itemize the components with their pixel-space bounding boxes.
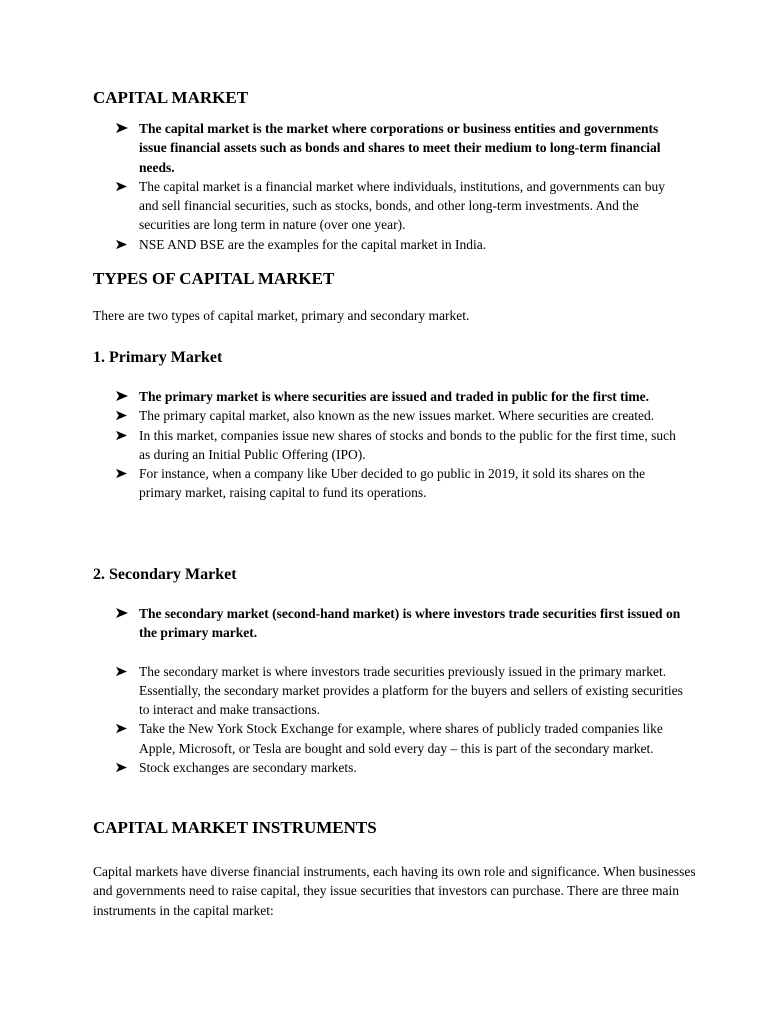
list-item-text: The primary market is where securities are issued and traded in public for the first time. [139, 389, 649, 404]
list-item-text: The primary capital market, also known as the new issues market. Where securities are created. [139, 408, 655, 424]
list-item [115, 464, 685, 503]
list-item [115, 177, 685, 235]
section-heading-secondary-market: 2. Secondary Market [93, 566, 237, 583]
arrow-bullet-icon [115, 122, 129, 134]
list-item-text: NSE AND BSE are the examples for the capital market in India. [139, 236, 487, 252]
instruments-intro-paragraph: Capital markets have diverse financial instruments, each having its own role and significance. When businesses and governments need to raise capital, they issue securities that investors can purchase. There are three main instruments in the capital market: [93, 864, 696, 918]
list-item-text: For instance, when a company like Uber decided to go public in 2019, it sold its shares on the primary market, raising capital to fund its operations. [139, 466, 646, 501]
list-item [115, 662, 685, 720]
arrow-bullet-icon [115, 239, 128, 250]
section-heading-types: TYPES OF CAPITAL MARKET [93, 269, 335, 288]
types-intro-paragraph: There are two types of capital market, primary and secondary market. [93, 308, 470, 323]
arrow-bullet-icon [115, 666, 128, 677]
arrow-bullet-icon [115, 430, 128, 441]
arrow-bullet-icon [115, 390, 129, 402]
arrow-bullet-icon [115, 723, 128, 734]
list-item-text: The secondary market is where investors trade securities previously issued in the primary market. Essentially, the secondary market provides a platform for the buyers and sellers of existing securities to interact and make transactions. [139, 663, 683, 718]
section-heading-primary-market: 1. Primary Market [93, 349, 223, 366]
section-heading-capital-market: CAPITAL MARKET [93, 88, 249, 107]
list-item-text: The capital market is the market where corporations or business entities and governments issue financial assets such as bonds and shares to meet their medium to long-term financial needs. [139, 121, 661, 175]
list-item-text: Take the New York Stock Exchange for example, where shares of publicly traded companies like Apple, Microsoft, or Tesla are bought and sold every day – this is part of the secondary market. [139, 721, 663, 756]
arrow-bullet-icon [115, 410, 128, 421]
list-item-text: Stock exchanges are secondary markets. [139, 760, 357, 776]
arrow-bullet-icon [115, 468, 128, 479]
list-item [115, 119, 685, 177]
list-item [115, 758, 685, 777]
list-item-text: The capital market is a financial market where individuals, institutions, and governments can buy and sell financial securities, such as stocks, bonds, and other long-term investments. And the securities are long term in nature (over one year). [139, 178, 665, 233]
primary-market-bullet-list [115, 387, 685, 503]
list-item [115, 235, 685, 254]
arrow-bullet-icon [115, 181, 128, 192]
list-item [115, 604, 685, 643]
list-item [115, 719, 685, 758]
list-item-text: In this market, companies issue new shares of stocks and bonds to the public for the first time, such as during an Initial Public Offering (IPO). [139, 427, 676, 462]
secondary-market-bullet-list [115, 604, 685, 777]
section-heading-instruments: CAPITAL MARKET INSTRUMENTS [93, 818, 377, 837]
list-item-text: The secondary market (second-hand market) is where investors trade securities first issued on the primary market. [139, 606, 681, 641]
list-spacer [115, 643, 685, 662]
capital-market-bullet-list [115, 119, 685, 254]
list-item [115, 426, 685, 465]
arrow-bullet-icon [115, 762, 128, 773]
list-item [115, 387, 685, 406]
list-item [115, 406, 685, 425]
arrow-bullet-icon [115, 607, 129, 619]
